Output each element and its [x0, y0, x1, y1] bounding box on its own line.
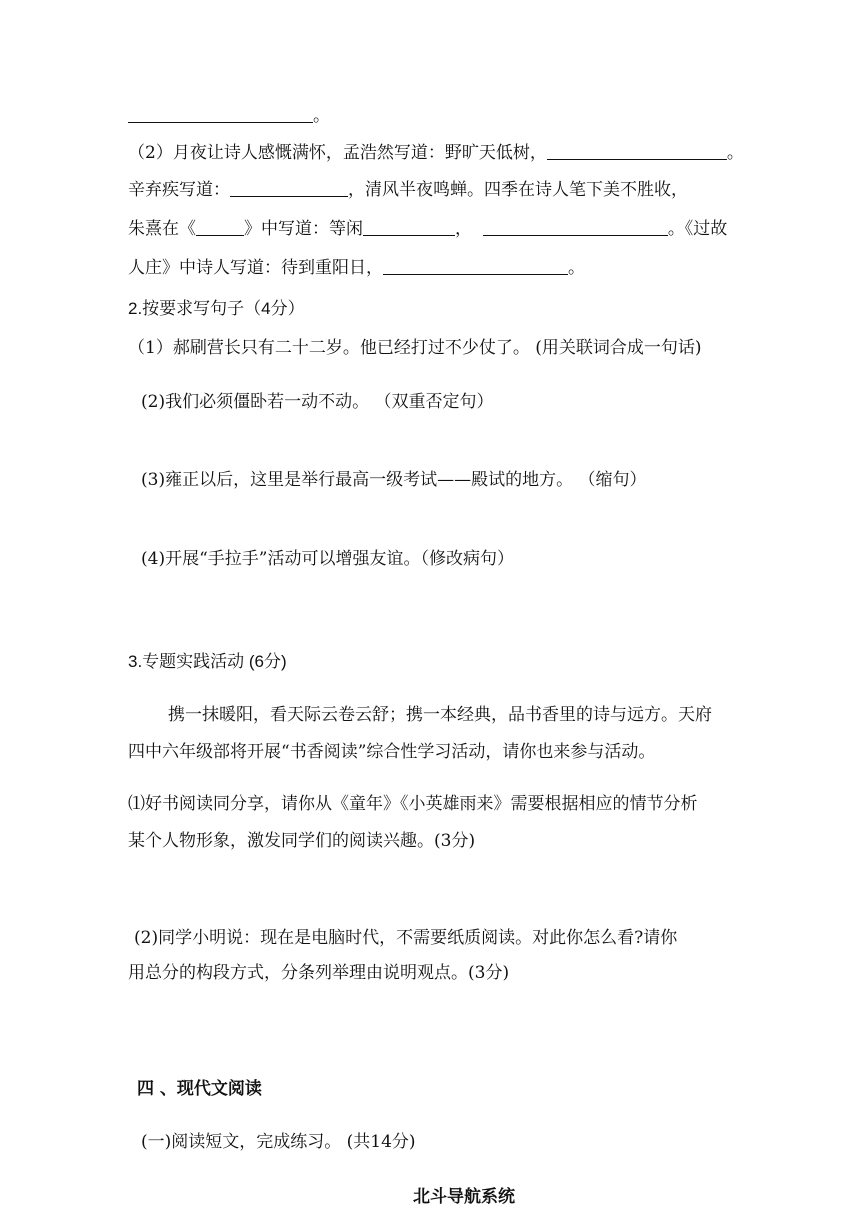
period: 。	[726, 143, 744, 163]
text: 。	[568, 258, 585, 278]
fill-line-top	[128, 104, 330, 128]
poem-question-lead: （2）月夜让诗人感慨满怀，孟浩然写道：野旷天低树，	[128, 143, 547, 163]
answer-blank[interactable]	[128, 104, 313, 123]
q3-part2-line-2: 用总分的构段方式，分条列举理由说明观点。(3分)	[128, 963, 510, 983]
q2-heading: 2.按要求写句子（4分）	[128, 299, 305, 318]
text: 》中写道：等闲	[244, 219, 363, 239]
article-title: 北斗导航系统	[413, 1187, 515, 1207]
text: ，清风半夜鸣蝉。四季在诗人笔下美不胜收，	[348, 180, 688, 200]
answer-blank[interactable]	[230, 178, 348, 197]
answer-blank[interactable]	[483, 217, 668, 236]
text: 人庄》中诗人写道：待到重阳日，	[128, 258, 383, 278]
q3-heading: 3.专题实践活动 (6分)	[128, 652, 287, 671]
q2-sentence-4: (4)开展“手拉手”活动可以增强友谊。（修改病句）	[141, 549, 514, 569]
text: 朱熹在《	[128, 219, 196, 239]
text: ，	[455, 219, 472, 239]
section-4-heading: 四 、现代文阅读	[137, 1079, 262, 1099]
q2-sentence-3: (3)雍正以后，这里是举行最高一级考试——殿试的地方。 （缩句）	[141, 470, 647, 490]
section-4-subheading: (一)阅读短文，完成练习。 (共14分)	[141, 1132, 416, 1152]
poem-question-line-4	[128, 256, 585, 280]
q3-part1-line-1: ⑴好书阅读同分享，请你从《童年》《小英雄雨来》需要根据相应的情节分析	[128, 794, 698, 814]
q2-sentence-1: （1）郝刷营长只有二十二岁。他已经打过不少仗了。 (用关联词合成一句话)	[128, 338, 702, 358]
answer-blank[interactable]	[363, 217, 455, 236]
q2-sentence-2: (2)我们必须僵卧若一动不动。 （双重否定句）	[141, 392, 494, 412]
q3-intro-line-2: 四中六年级部将开展“书香阅读”综合性学习活动，请你也来参与活动。	[128, 742, 656, 762]
answer-blank[interactable]	[547, 141, 727, 160]
answer-blank[interactable]	[383, 256, 568, 275]
poem-question-line-3	[128, 217, 727, 241]
q3-part2-line-1: (2)同学小明说：现在是电脑时代，不需要纸质阅读。对此你怎么看?请你	[134, 928, 678, 948]
q3-part1-line-2: 某个人物形象，激发同学们的阅读兴趣。(3分)	[128, 831, 476, 851]
poem-question-line-1	[128, 141, 744, 165]
text: 。《过故	[667, 219, 728, 239]
poem-question-line-2	[128, 178, 688, 202]
q3-intro-line-1: 携一抹暖阳，看天际云卷云舒；携一本经典，品书香里的诗与远方。天府	[168, 705, 712, 725]
answer-blank[interactable]	[196, 217, 244, 236]
text: 辛弃疾写道：	[128, 180, 230, 200]
period: 。	[313, 106, 330, 126]
